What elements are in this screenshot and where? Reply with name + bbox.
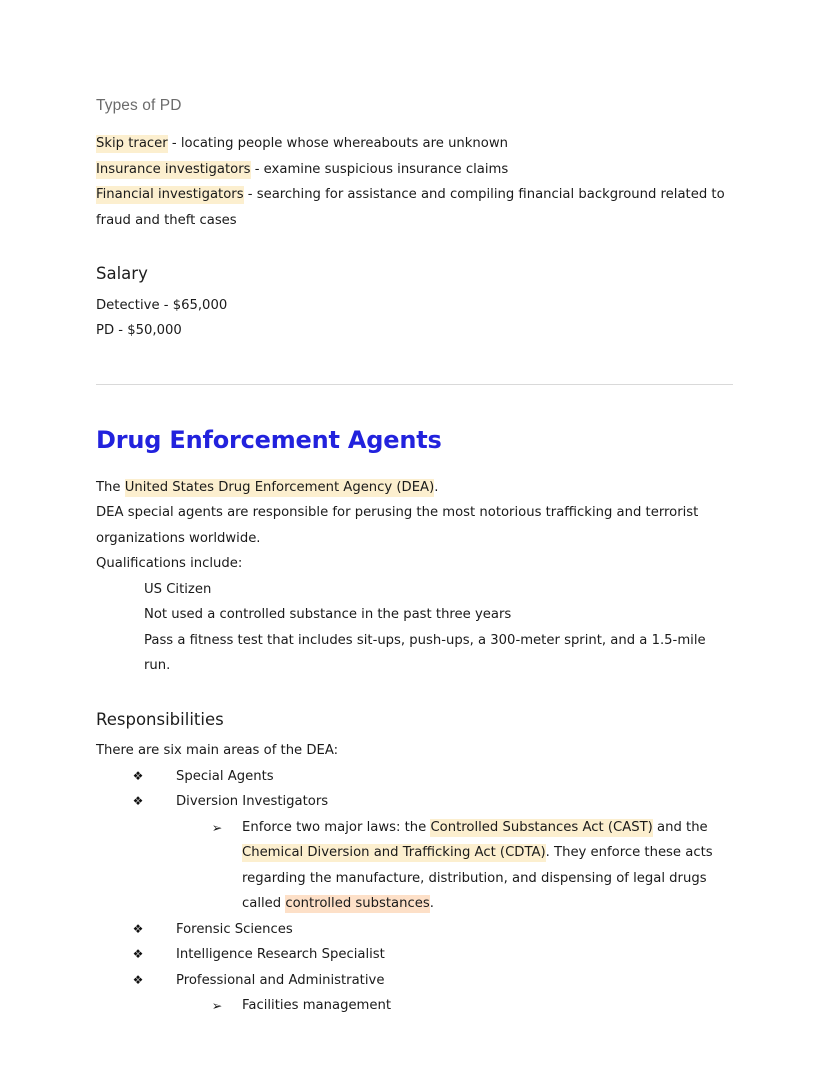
responsibilities-intro: There are six main areas of the DEA: [96, 743, 339, 759]
diversion-detail-seg1: Enforce two major laws: the [242, 819, 431, 835]
spacer-before-divider [96, 344, 733, 384]
diamond-bullet-icon: ❖ [132, 768, 144, 783]
types-of-pd-line-2 [96, 157, 733, 183]
types-of-pd-line-2-rest: - examine suspicious insurance claims [250, 161, 509, 177]
salary-line-detective: Detective - $65,000 [96, 297, 228, 313]
list-item-forensic-sciences [128, 917, 733, 943]
term-united-states-dea: United States Drug Enforcement Agency (DEA) [124, 479, 435, 495]
list-item-label: Professional and Administrative [176, 972, 385, 988]
arrow-bullet-icon: ➢ [211, 998, 223, 1014]
dea-qualifications-label: Qualifications include: [96, 556, 243, 572]
dea-intro-prefix: The [96, 479, 125, 495]
diversion-detail-seg4: . [429, 896, 434, 912]
term-insurance-investigators: Insurance investigators [96, 161, 251, 177]
diamond-bullet-icon: ❖ [132, 921, 144, 936]
diamond-bullet-icon: ❖ [132, 794, 144, 809]
arrow-bullet-icon: ➢ [211, 819, 223, 835]
term-controlled-substances-act: Controlled Substances Act (CAST) [430, 819, 653, 835]
list-item-special-agents [128, 764, 733, 790]
diversion-detail-seg2: and the [652, 819, 708, 835]
heading-responsibilities: Responsibilities [96, 709, 224, 729]
diamond-bullet-icon: ❖ [132, 972, 144, 987]
list-item-label: Forensic Sciences [176, 921, 293, 937]
sublist-item-label: Facilities management [242, 998, 392, 1014]
types-of-pd-line-1 [96, 131, 733, 157]
list-item-label: Diversion Investigators [176, 794, 329, 810]
term-chemical-diversion-act: Chemical Diversion and Trafficking Act (CDTA) [242, 845, 546, 861]
spacer-before-responsibilities [96, 679, 733, 709]
list-item-label: Special Agents [176, 768, 274, 784]
list-item-intelligence-research-specialist [128, 942, 733, 968]
sublist-item-diversion-detail [208, 815, 733, 917]
dea-qualification-item-2: Not used a controlled substance in the past three years [144, 607, 512, 623]
dea-intro-line [96, 475, 733, 501]
dea-intro-suffix: . [434, 479, 439, 495]
spacer-after-types [96, 233, 733, 263]
sublist-item-facilities-management [208, 993, 733, 1019]
types-of-pd-line-3-rest: - searching for assistance and compiling financial background related to fraud and theft cases [96, 187, 725, 228]
list-item-diversion-investigators [128, 789, 733, 815]
dea-qualification-item-3: Pass a fitness test that includes sit-ups, push-ups, a 300-meter sprint, and a 1.5-mile run. [144, 632, 706, 674]
dea-qualification-item-1: US Citizen [144, 581, 212, 597]
salary-line-pd: PD - $50,000 [96, 323, 182, 339]
heading-types-of-pd: Types of PD [96, 97, 182, 114]
heading-drug-enforcement-agents: Drug Enforcement Agents [96, 425, 442, 454]
term-controlled-substances: controlled substances [285, 896, 430, 912]
spacer-after-divider [96, 385, 733, 425]
diversion-detail-seg3: . They enforce these acts regarding the manufacture, distribution, and dispensing of legal drugs called [242, 845, 713, 912]
list-item-label: Intelligence Research Specialist [176, 947, 385, 963]
diamond-bullet-icon: ❖ [132, 947, 144, 962]
list-item-professional-and-administrative [128, 968, 733, 994]
term-skip-tracer: Skip tracer [96, 136, 168, 152]
types-of-pd-line-3 [96, 182, 733, 233]
document-content [96, 96, 733, 1019]
types-of-pd-line-1-rest: - locating people whose whereabouts are unknown [167, 136, 509, 152]
heading-salary: Salary [96, 264, 148, 284]
dea-description-paragraph: DEA special agents are responsible for perusing the most notorious trafficking and terrorist organizations worldwide. [96, 505, 699, 546]
responsibilities-list [96, 764, 733, 1019]
term-financial-investigators: Financial investigators [96, 187, 244, 203]
